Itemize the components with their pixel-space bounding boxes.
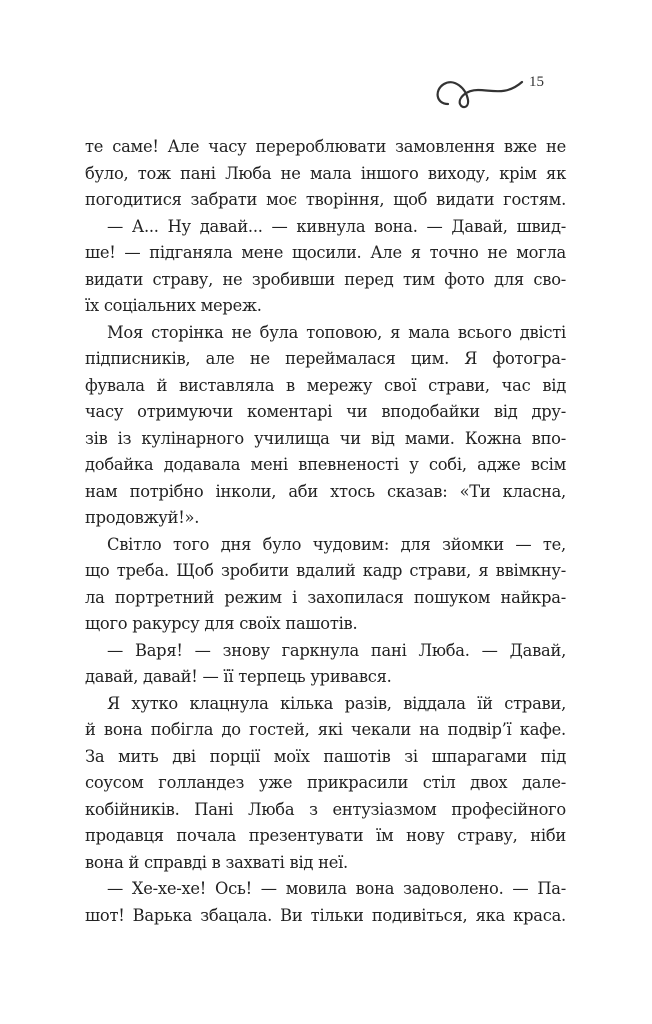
text-line: фувала й виставляла в мережу свої страви, час від <box>85 375 566 395</box>
text-line: й вона побігла до гостей, які чекали на подвір’ї кафе. <box>85 720 566 739</box>
text-line: Я хутко клацнула кілька разів, віддала їй страви, <box>107 693 566 713</box>
paragraph <box>85 638 566 691</box>
text-line: шот! Варька збацала. Ви тільки подивіться, яка краса. <box>85 905 566 925</box>
text-line: нам потрібно інколи, аби хтось сказав: «Ти класна, <box>85 481 566 501</box>
text-line: їх соціальних мереж. <box>85 296 262 315</box>
text-line: давай, давай! — її терпець уривався. <box>85 667 392 686</box>
text-line: — А... Ну давай... — кивнула вона. — Давай, швид- <box>107 216 566 236</box>
text-line: те саме! Але часу перероблювати замовлення вже не <box>85 137 566 156</box>
text-line: Моя сторінка не була топовою, я мала всього двісті <box>107 322 566 342</box>
text-line: зів із кулінарного училища чи від мами. Кожна впо- <box>85 428 566 448</box>
text-line: було, тож пані Люба не мала іншого виходу, крім як <box>85 163 566 183</box>
text-line: — Хе-хе-хе! Ось! — мовила вона задоволено. — Па- <box>107 879 566 898</box>
paragraph <box>85 134 566 214</box>
paragraph <box>85 214 566 320</box>
text-line: щого ракурсу для своїх пашотів. <box>85 614 358 633</box>
page-number: 15 <box>529 74 544 90</box>
text-line: соусом голландез уже прикрасили стіл двох дале- <box>85 773 566 792</box>
paragraph <box>85 691 566 877</box>
text-line: ше! — підганяла мене щосили. Але я точно не могла <box>85 243 566 262</box>
text-line: продавця почала презентувати їм нову страву, ніби <box>85 826 566 845</box>
text-line: ла портретний режим і захопилася пошуком найкра- <box>85 587 566 607</box>
text-line: часу отримуючи коментарі чи вподобайки від дру- <box>85 402 566 421</box>
body-text <box>85 134 566 929</box>
text-line: продовжуй!». <box>85 508 200 527</box>
paragraph <box>85 876 566 929</box>
text-line: що треба. Щоб зробити вдалий кадр страви, я ввімкну- <box>85 561 566 580</box>
text-line: вона й справді в захваті від неї. <box>85 852 348 872</box>
text-line: Світло того дня було чудовим: для зйомки — те, <box>107 534 566 554</box>
text-line: погодитися забрати моє творіння, щоб видати гостям. <box>85 190 566 209</box>
text-line: добайка додавала мені впевненості у собі, адже всім <box>85 455 566 474</box>
text-line: видати страву, не зробивши перед тим фото для сво- <box>85 269 566 289</box>
text-line: кобійників. Пані Люба з ентузіазмом професійного <box>85 799 566 819</box>
page-header <box>432 68 582 118</box>
text-line: підписників, але не переймалася цим. Я фотогра- <box>85 349 566 368</box>
text-line: За мить дві порції моїх пашотів зі шпарагами під <box>85 746 566 766</box>
paragraph <box>85 532 566 638</box>
paragraph <box>85 320 566 532</box>
text-line: — Варя! — знову гаркнула пані Люба. — Давай, <box>107 640 566 660</box>
swash-ornament-icon <box>432 68 524 112</box>
